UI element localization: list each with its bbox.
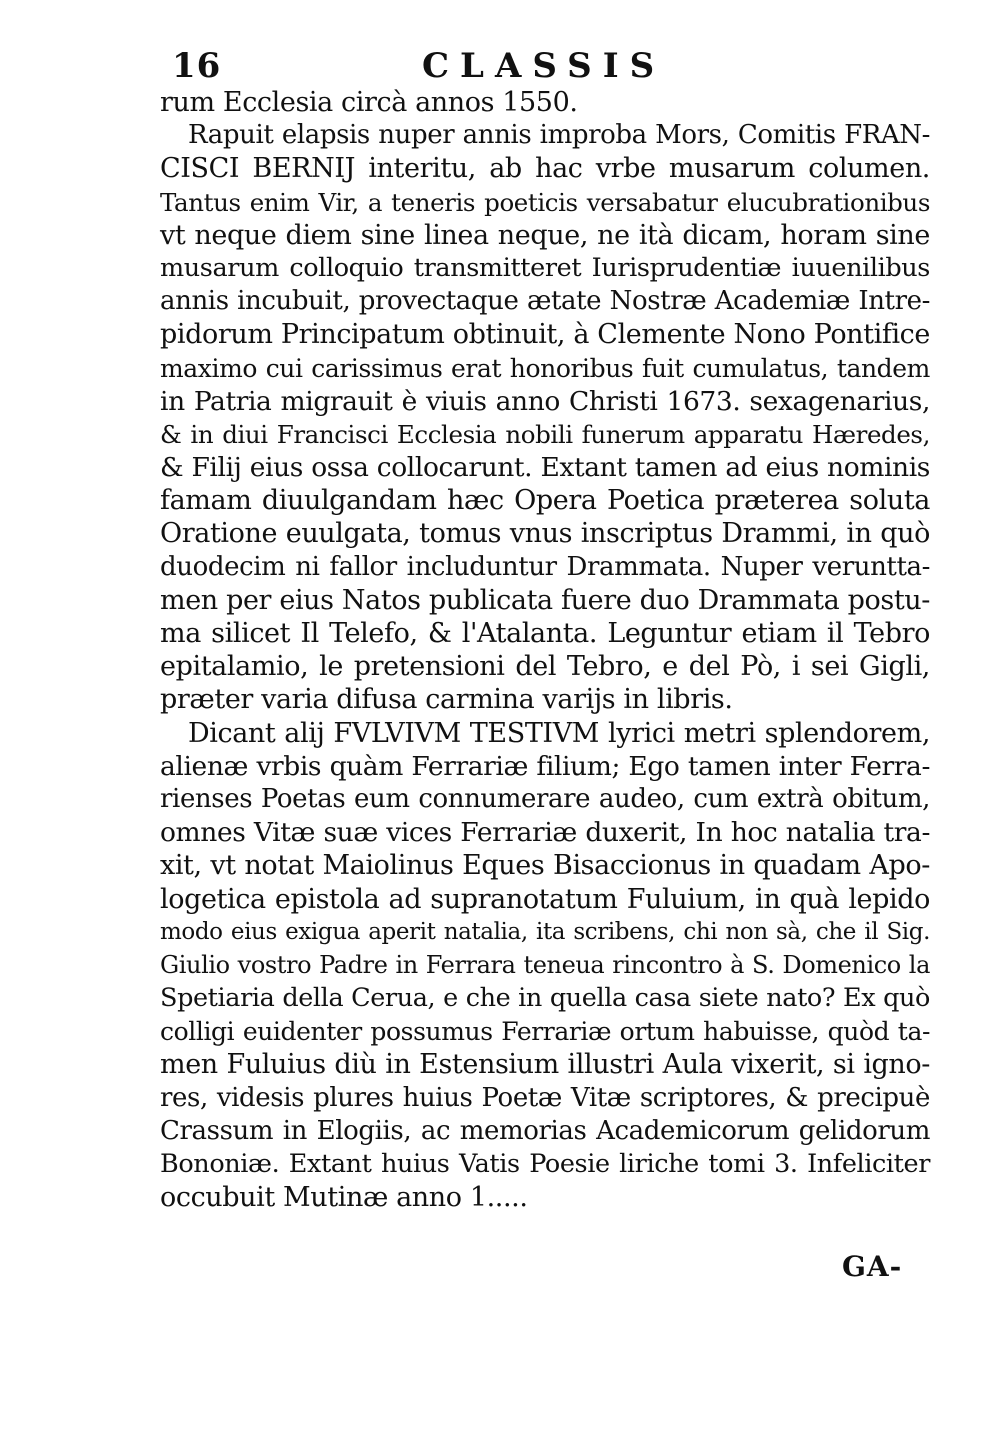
text-line: omnes Vitæ suæ vices Ferrariæ duxerit, In hoc natalia tra-: [160, 817, 930, 849]
text-line: famam diuulgandam hæc Opera Poetica præterea soluta: [160, 485, 930, 517]
text-line: xit, vt notat Maiolinus Eques Bisaccionus in quadam Apo-: [160, 850, 930, 882]
text-line: Bononiæ. Extant huius Vatis Poesie liriche tomi 3. Infeliciter: [160, 1149, 930, 1179]
text-line: CISCI BERNIJ interitu, ab hac vrbe musarum columen.: [160, 153, 930, 185]
text-line: alienæ vrbis quàm Ferrariæ filium; Ego tamen inter Ferra-: [160, 750, 930, 782]
text-line: men Fuluius diù in Estensium illustri Aula vixerit, si igno-: [160, 1049, 930, 1081]
text-line: rienses Poetas eum connumerare audeo, cum extrà obitum,: [160, 783, 930, 814]
text-line: annis incubuit, provectaque ætate Nostræ Academiæ Intre-: [160, 286, 930, 317]
text-line: pidorum Principatum obtinuit, à Clemente Nono Pontifice: [160, 319, 930, 351]
page-header: [160, 46, 820, 90]
body-text: [160, 86, 930, 1214]
page-number: 16: [172, 46, 222, 86]
text-line: Spetiaria della Ceruа, e che in quella casa siete nato? Ex quò: [160, 983, 930, 1014]
catchword: GA-: [842, 1250, 903, 1283]
text-line: vt neque diem sine linea neque, ne ità dicam, horam sine: [160, 219, 930, 251]
text-line: Giulio vostro Padre in Ferrara teneua rincontro à S. Domenico la: [160, 950, 930, 979]
text-line: maximo cui carissimus erat honoribus fuit cumulatus, tandem: [160, 353, 930, 383]
text-line: res, videsis plures huius Poetæ Vitæ scriptores, & precipuè: [160, 1082, 930, 1113]
text-line: & Filij eius ossa collocarunt. Extant tamen ad eius nominis: [160, 452, 930, 484]
text-line: colligi euidenter possumus Ferrariæ ortum habuisse, quòd ta-: [160, 1017, 930, 1047]
text-line: rum Ecclesia circà annos 1550.: [160, 87, 578, 118]
text-line: & in diui Francisci Ecclesia nobili funerum apparatu Hæredes,: [160, 419, 930, 449]
text-line: musarum colloquio transmitteret Iurisprudentiæ iuuenilibus: [160, 252, 930, 283]
text-line: epitalamio, le pretensioni del Tebro, e del Pò, i sei Gigli,: [160, 651, 930, 683]
text-line: men per eius Natos publicata fuere duo Drammata postu-: [160, 584, 930, 616]
text-line: Oratione euulgata, tomus vnus inscriptus Drammi, in quò: [160, 518, 930, 550]
text-line: in Patria migrauit è viuis anno Christi 1673. sexagenarius,: [160, 385, 930, 417]
text-line: logetica epistola ad supranotatum Fuluium, in quà lepido: [160, 883, 930, 915]
text-line: Crassum in Elogiis, ac memorias Academicorum gelidorum: [160, 1115, 930, 1146]
paragraph-start-line: Rapuit elapsis nuper annis improba Mors, Comitis FRAN-: [188, 120, 930, 151]
text-line: modo eius exigua aperit natalia, ita scribens, chi non sà, che il Sig.: [160, 918, 930, 945]
text-line: Tantus enim Vir, a teneris poeticis versabatur elucubrationibus: [160, 187, 930, 217]
paragraph-end-line: præter varia difusa carmina varijs in libris.: [160, 684, 733, 716]
text-line: duodecim ni fallor includuntur Drammata. Nuper veruntta-: [160, 551, 930, 582]
paragraph-start-line: Dicant alij FVLVIVM TESTIVM lyrici metri splendorem,: [188, 717, 930, 749]
paragraph-end-line: occubuit Mutinæ anno 1.....: [160, 1182, 528, 1214]
text-line: ma silicet Il Telefo, & l'Atalanta. Leguntur etiam il Tebro: [160, 618, 930, 649]
running-title: CLASSIS: [422, 46, 666, 86]
